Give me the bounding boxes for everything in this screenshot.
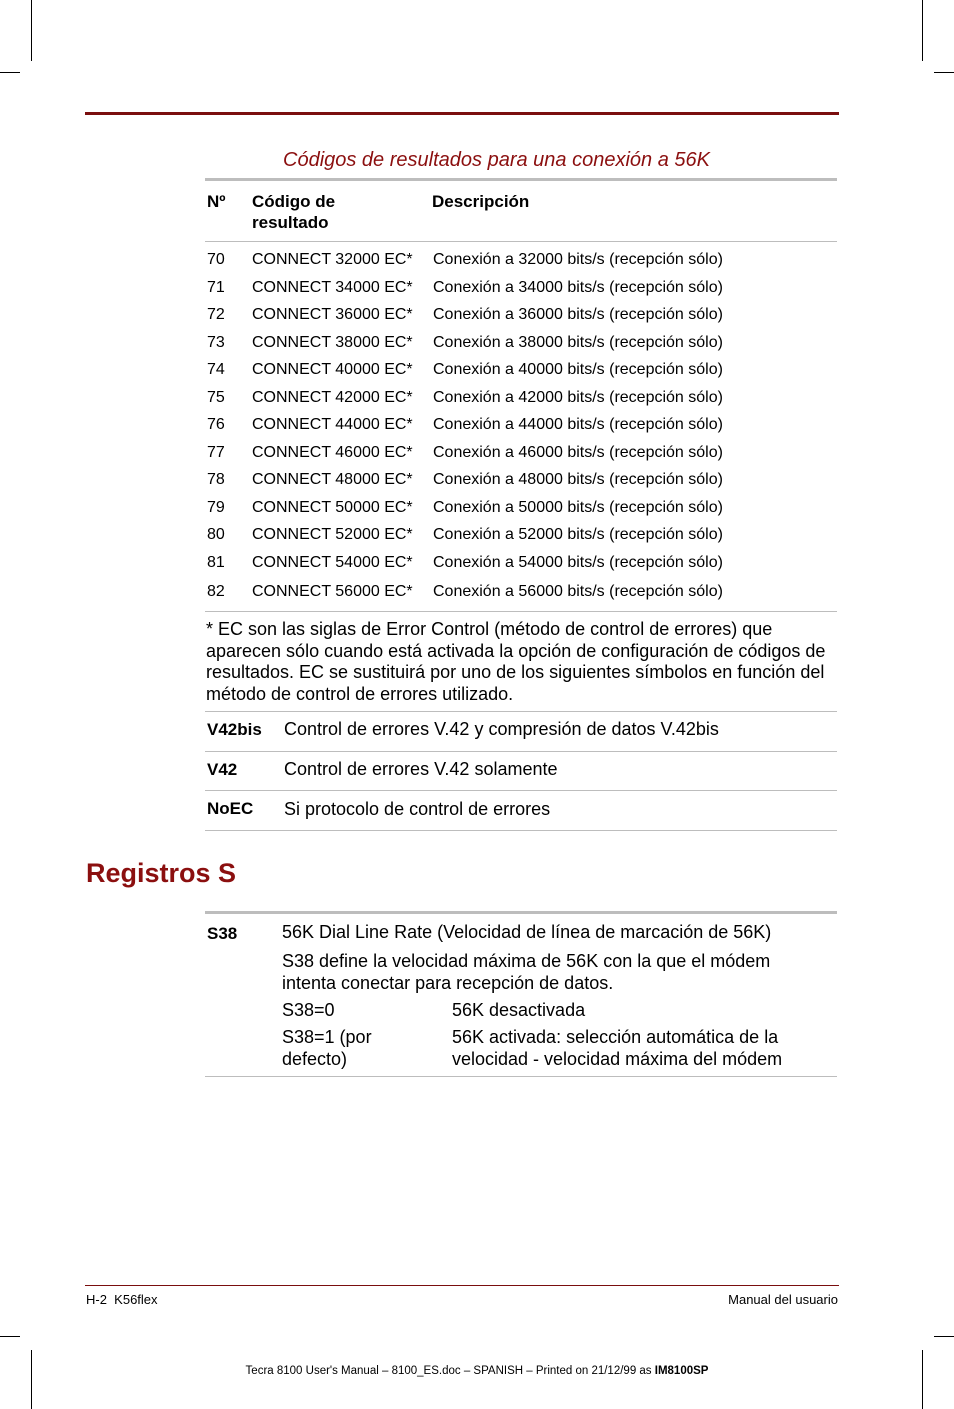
row-code: CONNECT 54000 EC* (252, 554, 413, 571)
header-code (252, 191, 335, 233)
row-code: CONNECT 52000 EC* (252, 526, 413, 543)
row-code: CONNECT 36000 EC* (252, 306, 413, 323)
ec-rule (205, 711, 837, 712)
s38-code: S38 (207, 924, 238, 943)
crop-mark (934, 72, 954, 73)
header-rule (205, 241, 837, 242)
row-description: Conexión a 46000 bits/s (recepción sólo) (433, 444, 723, 461)
row-num: 75 (207, 389, 225, 406)
row-description: Conexión a 32000 bits/s (recepción sólo) (433, 251, 723, 268)
header-rule (85, 112, 839, 115)
print-line (0, 1365, 954, 1377)
s38-description: S38 define la velocidad máxima de 56K con la que el módem intenta conectar para recepción de datos. (282, 951, 771, 993)
row-code: CONNECT 44000 EC* (252, 416, 413, 433)
ec-code: V42 (207, 760, 238, 779)
ec-description: Si protocolo de control de errores (284, 799, 551, 819)
header-description: Descripción (432, 192, 530, 211)
row-description: Conexión a 52000 bits/s (recepción sólo) (433, 526, 723, 543)
s-table-top-rule (205, 911, 837, 914)
footer-page-label: H-2 K56flex (86, 1292, 158, 1307)
row-code: CONNECT 38000 EC* (252, 334, 413, 351)
row-description: Conexión a 54000 bits/s (recepción sólo) (433, 554, 723, 571)
row-num: 74 (207, 361, 225, 378)
s38-option-value: S38=0 (282, 1000, 335, 1020)
row-code: CONNECT 32000 EC* (252, 251, 413, 268)
row-code: CONNECT 48000 EC* (252, 471, 413, 488)
ec-description: Control de errores V.42 y compresión de datos V.42bis (284, 719, 719, 739)
row-description: Conexión a 44000 bits/s (recepción sólo) (433, 416, 723, 433)
row-description: Conexión a 50000 bits/s (recepción sólo) (433, 499, 723, 516)
row-description: Conexión a 36000 bits/s (recepción sólo) (433, 306, 723, 323)
row-num: 72 (207, 306, 225, 323)
row-description: Conexión a 40000 bits/s (recepción sólo) (433, 361, 723, 378)
header-num: Nº (207, 192, 226, 211)
row-description: Conexión a 48000 bits/s (recepción sólo) (433, 471, 723, 488)
table-bottom-rule (205, 611, 837, 612)
row-code: CONNECT 46000 EC* (252, 444, 413, 461)
crop-mark (31, 0, 32, 61)
ec-rule (205, 751, 837, 752)
row-description: Conexión a 38000 bits/s (recepción sólo) (433, 334, 723, 351)
ec-rule (205, 790, 837, 791)
row-num: 70 (207, 251, 225, 268)
row-code: CONNECT 42000 EC* (252, 389, 413, 406)
print-line-doc-id: IM8100SP (654, 1365, 709, 1377)
row-num: 82 (207, 583, 225, 600)
row-num: 78 (207, 471, 225, 488)
row-description: Conexión a 56000 bits/s (recepción sólo) (433, 583, 723, 600)
ec-code: NoEC (207, 799, 254, 818)
row-num: 81 (207, 554, 225, 571)
row-code: CONNECT 56000 EC* (252, 583, 413, 600)
ec-code: V42bis (207, 720, 262, 739)
crop-mark (0, 72, 20, 73)
header-code-line1: Código de (252, 192, 336, 211)
section-heading: Registros S (86, 858, 237, 888)
print-line-text: Tecra 8100 User's Manual – 8100_ES.doc – SPANISH – Printed on 21/12/99 as (245, 1365, 655, 1377)
crop-mark (31, 1350, 32, 1409)
footer-rule (85, 1285, 839, 1286)
crop-mark (934, 1336, 954, 1337)
row-code: CONNECT 50000 EC* (252, 499, 413, 516)
row-code: CONNECT 34000 EC* (252, 279, 413, 296)
ec-rule (205, 830, 837, 831)
header-code-line2: resultado (252, 213, 329, 232)
row-code: CONNECT 40000 EC* (252, 361, 413, 378)
row-num: 77 (207, 444, 225, 461)
s-table-bottom-rule (205, 1076, 837, 1077)
footer-manual-title: Manual del usuario (728, 1292, 838, 1307)
ec-footnote: * EC son las siglas de Error Control (método de control de errores) que aparecen sólo cuando está activada la opción de configuración de códigos de resultados. EC se sustituirá por uno de los siguientes símbolos en función del método de control de errores utilizado. (206, 619, 826, 704)
row-num: 76 (207, 416, 225, 433)
row-num: 71 (207, 279, 225, 296)
row-num: 73 (207, 334, 225, 351)
table-top-rule (205, 178, 837, 181)
crop-mark (922, 0, 923, 61)
s38-title: 56K Dial Line Rate (Velocidad de línea de marcación de 56K) (282, 922, 772, 942)
s38-option-value: S38=1 (por defecto) (282, 1027, 372, 1069)
s38-option-meaning: 56K desactivada (452, 1000, 586, 1020)
row-description: Conexión a 42000 bits/s (recepción sólo) (433, 389, 723, 406)
table-caption: Códigos de resultados para una conexión a 56K (283, 149, 710, 171)
ec-description: Control de errores V.42 solamente (284, 759, 558, 779)
s38-option-meaning: 56K activada: selección automática de la velocidad - velocidad máxima del módem (452, 1027, 783, 1069)
crop-mark (0, 1336, 20, 1337)
row-num: 80 (207, 526, 225, 543)
row-description: Conexión a 34000 bits/s (recepción sólo) (433, 279, 723, 296)
row-num: 79 (207, 499, 225, 516)
crop-mark (922, 1350, 923, 1409)
